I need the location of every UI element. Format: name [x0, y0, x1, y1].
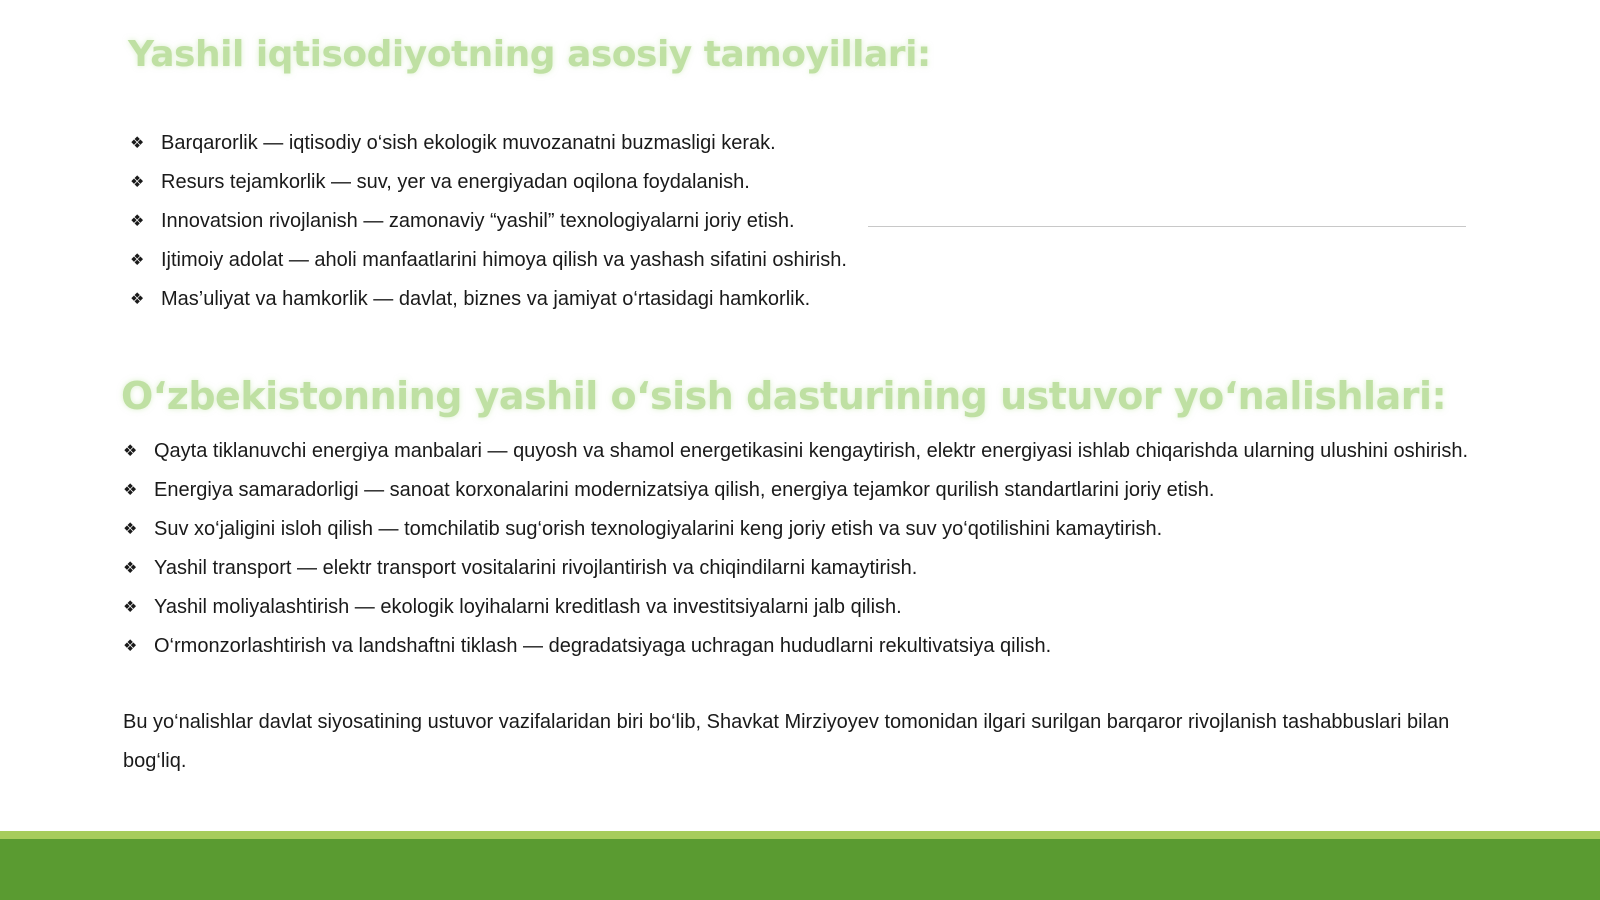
section-1-title: Yashil iqtisodiyotning asosiy tamoyillari:	[128, 34, 931, 75]
four-diamond-bullet-icon: ❖	[130, 250, 145, 269]
priority-directions-list	[123, 432, 1493, 666]
list-item	[130, 202, 1430, 241]
list-item-text: Barqarorlik — iqtisodiy o‘sish ekologik muvozanatni buzmasligi kerak.	[161, 132, 776, 154]
list-item	[123, 588, 1493, 627]
closing-paragraph: Bu yo‘nalishlar davlat siyosatining ustuvor vazifalaridan biri bo‘lib, Shavkat Mirziyoyev tomonidan ilgari surilgan barqaror rivojlanish tashabbuslari bilan bog‘liq.	[123, 711, 1450, 772]
four-diamond-bullet-icon: ❖	[123, 441, 138, 460]
list-item-text: Suv xo‘jaligini isloh qilish — tomchilatib sug‘orish texnologiyalarini keng joriy etish va suv yo‘qotilishini kamaytirish.	[154, 518, 1163, 540]
four-diamond-bullet-icon: ❖	[130, 289, 145, 308]
four-diamond-bullet-icon: ❖	[130, 211, 145, 230]
list-item	[130, 163, 1430, 202]
list-item	[123, 549, 1493, 588]
list-item-text: Yashil moliyalashtirish — ekologik loyihalarni kreditlash va investitsiyalarni jalb qilish.	[154, 596, 902, 618]
four-diamond-bullet-icon: ❖	[123, 558, 138, 577]
four-diamond-bullet-icon: ❖	[123, 480, 138, 499]
four-diamond-bullet-icon: ❖	[123, 519, 138, 538]
list-item	[123, 471, 1493, 510]
list-item-text: Qayta tiklanuvchi energiya manbalari — quyosh va shamol energetikasini kengaytirish, elektr energiyasi ishlab chiqarishda ularning ulushini oshirish.	[154, 440, 1469, 462]
principles-list	[130, 124, 1430, 319]
list-item-text: Resurs tejamkorlik — suv, yer va energiyadan oqilona foydalanish.	[161, 171, 750, 193]
footer-band	[0, 839, 1600, 900]
list-item	[130, 241, 1430, 280]
list-item	[130, 280, 1430, 319]
list-item-text: Innovatsion rivojlanish — zamonaviy “yashil” texnologiyalarni joriy etish.	[161, 210, 795, 232]
list-item-text: Energiya samaradorligi — sanoat korxonalarini modernizatsiya qilish, energiya tejamkor qurilish standartlarini joriy etish.	[154, 479, 1215, 501]
list-item-text: O‘rmonzorlashtirish va landshaftni tiklash — degradatsiyaga uchragan hududlarni rekultivatsiya qilish.	[154, 635, 1052, 657]
four-diamond-bullet-icon: ❖	[123, 597, 138, 616]
list-item-text: Ijtimoiy adolat — aholi manfaatlarini himoya qilish va yashash sifatini oshirish.	[161, 249, 847, 271]
list-item	[123, 627, 1493, 666]
list-item-text: Mas’uliyat va hamkorlik — davlat, biznes va jamiyat o‘rtasidagi hamkorlik.	[161, 288, 811, 310]
four-diamond-bullet-icon: ❖	[130, 133, 145, 152]
list-item	[130, 124, 1430, 163]
section-2-title: O‘zbekistonning yashil o‘sish dasturining ustuvor yo‘nalishlari:	[121, 374, 1447, 418]
list-item	[123, 432, 1493, 471]
four-diamond-bullet-icon: ❖	[130, 172, 145, 191]
four-diamond-bullet-icon: ❖	[123, 636, 138, 655]
list-item-text: Yashil transport — elektr transport vositalarini rivojlantirish va chiqindilarni kamaytirish.	[154, 557, 918, 579]
divider-line	[868, 226, 1466, 227]
list-item	[123, 510, 1493, 549]
footer-stripe	[0, 831, 1600, 839]
